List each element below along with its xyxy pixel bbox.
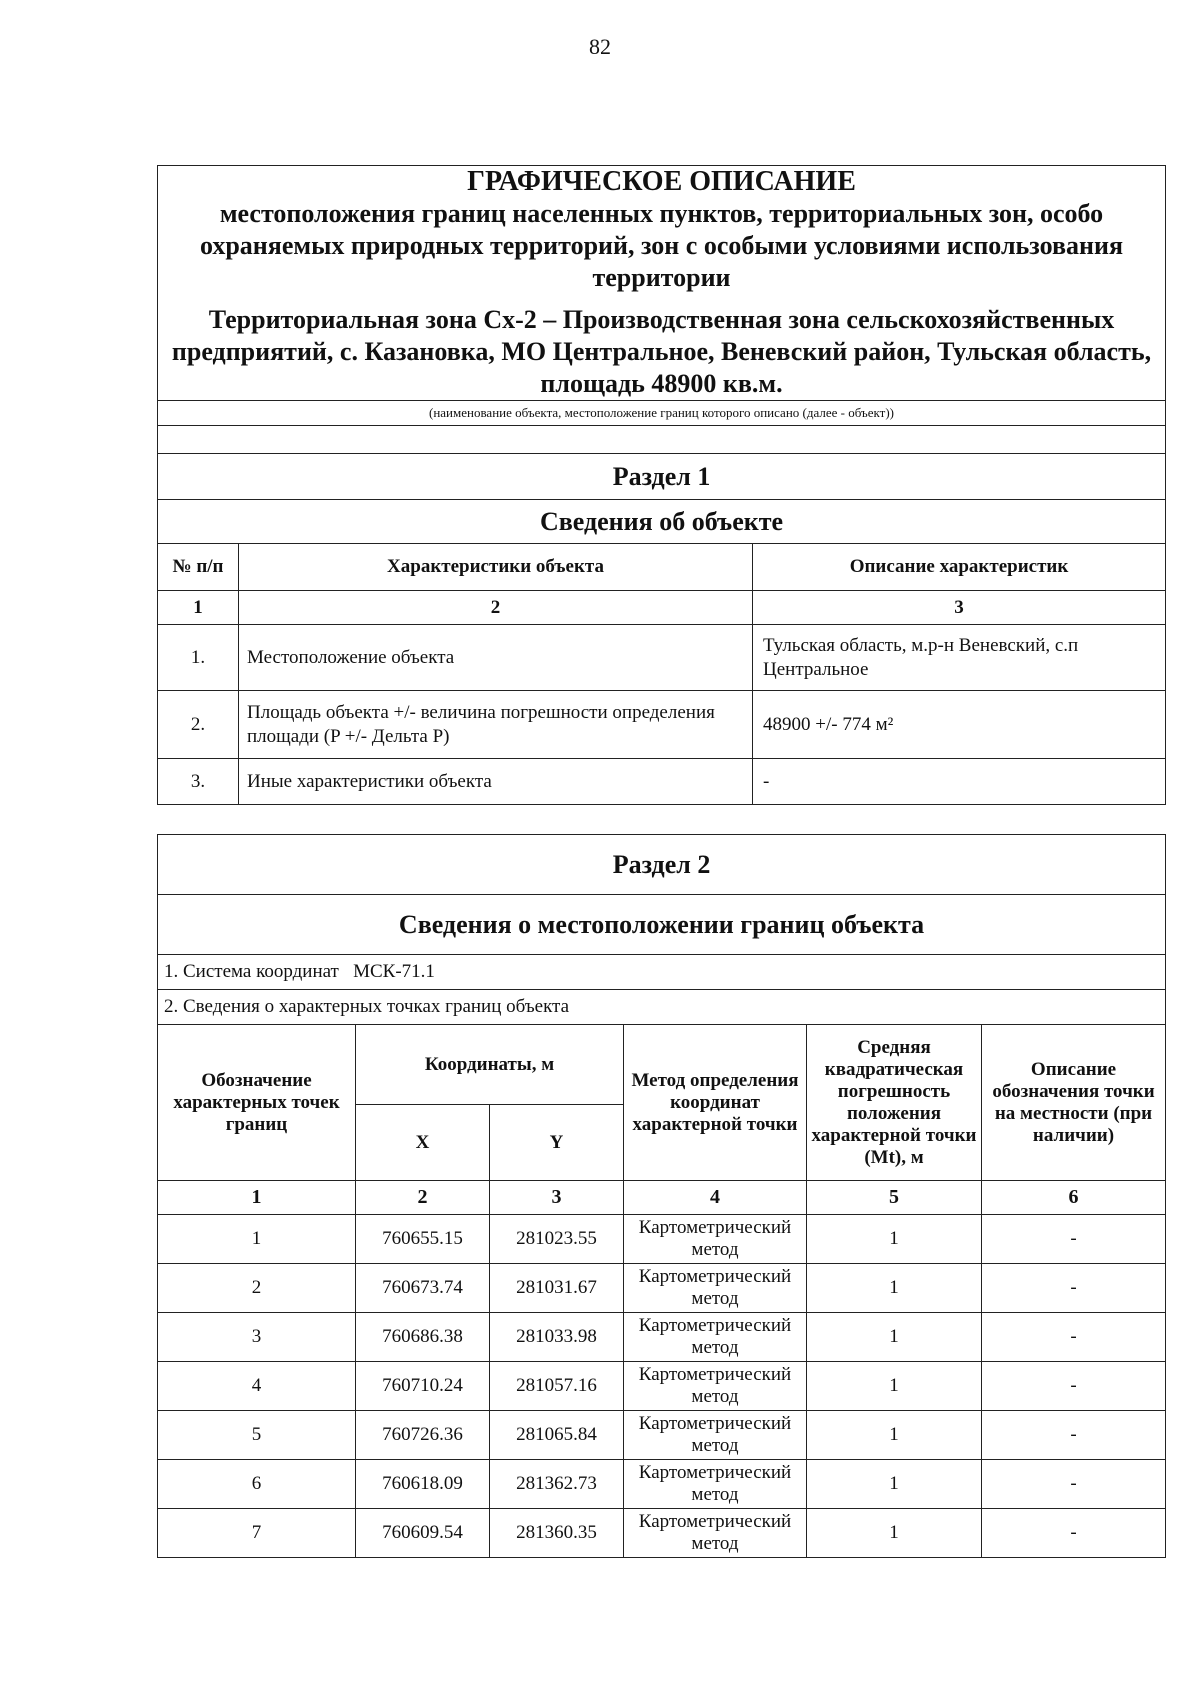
point-mt: 1 [807, 1264, 982, 1313]
point-x: 760726.36 [356, 1411, 490, 1460]
point-row [158, 1313, 1166, 1362]
table-row [158, 691, 1166, 759]
document-title: ГРАФИЧЕСКОЕ ОПИСАНИЕ [467, 166, 856, 197]
point-row [158, 1460, 1166, 1509]
point-y: 281057.16 [490, 1362, 624, 1411]
document-header [158, 166, 1166, 401]
point-row [158, 1215, 1166, 1264]
point-desc: - [982, 1215, 1166, 1264]
section1-table [157, 165, 1166, 805]
point-x: 760618.09 [356, 1460, 490, 1509]
point-row [158, 1509, 1166, 1558]
characteristic-name: Иные характеристики объекта [239, 759, 753, 805]
point-method: Картометрический метод [624, 1264, 807, 1313]
point-x: 760673.74 [356, 1264, 490, 1313]
point-id: 7 [158, 1509, 356, 1558]
column-header-coordinates: Координаты, м [356, 1025, 624, 1105]
point-id: 1 [158, 1215, 356, 1264]
point-y: 281360.35 [490, 1509, 624, 1558]
point-method: Картометрический метод [624, 1411, 807, 1460]
point-row [158, 1264, 1166, 1313]
column-number: 5 [807, 1181, 982, 1215]
point-desc: - [982, 1509, 1166, 1558]
characteristic-value: - [753, 759, 1166, 805]
point-mt: 1 [807, 1411, 982, 1460]
column-header-characteristics: Характеристики объекта [239, 544, 753, 591]
column-number: 2 [356, 1181, 490, 1215]
point-x: 760655.15 [356, 1215, 490, 1264]
row-number: 3. [158, 759, 239, 805]
point-y: 281031.67 [490, 1264, 624, 1313]
point-id: 5 [158, 1411, 356, 1460]
zone-description: Территориальная зона Сх-2 – Производственная зона сельскохозяйственных предприятий, с. Казановка, МО Центральное, Веневский район, Тульская область, площадь 48900 кв.м. [171, 305, 1152, 398]
table-row [158, 625, 1166, 691]
points-info: 2. Сведения о характерных точках границ объекта [158, 990, 1166, 1025]
characteristic-value: Тульская область, м.р-н Веневский, с.п Центральное [753, 625, 1166, 691]
point-y: 281362.73 [490, 1460, 624, 1509]
point-x: 760686.38 [356, 1313, 490, 1362]
column-number: 1 [158, 591, 239, 625]
point-id: 4 [158, 1362, 356, 1411]
point-method: Картометрический метод [624, 1460, 807, 1509]
point-row [158, 1411, 1166, 1460]
point-mt: 1 [807, 1362, 982, 1411]
point-method: Картометрический метод [624, 1362, 807, 1411]
point-id: 6 [158, 1460, 356, 1509]
blank-row [158, 426, 1166, 454]
row-number: 1. [158, 625, 239, 691]
point-x: 760710.24 [356, 1362, 490, 1411]
column-header-description: Описание характеристик [753, 544, 1166, 591]
point-desc: - [982, 1460, 1166, 1509]
column-header-x: X [356, 1105, 490, 1181]
column-number: 3 [753, 591, 1166, 625]
section2-title: Раздел 2 [158, 835, 1166, 895]
column-number: 6 [982, 1181, 1166, 1215]
point-mt: 1 [807, 1460, 982, 1509]
row-number: 2. [158, 691, 239, 759]
section1-subtitle: Сведения об объекте [158, 500, 1166, 544]
column-number: 3 [490, 1181, 624, 1215]
characteristic-name: Местоположение объекта [239, 625, 753, 691]
document-subtitle: местоположения границ населенных пунктов, территориальных зон, особо охраняемых природных территорий, зон с особыми условиями использования территории [199, 199, 1124, 292]
point-row [158, 1362, 1166, 1411]
point-desc: - [982, 1313, 1166, 1362]
column-header-designation: Обозначение характерных точек границ [158, 1025, 356, 1181]
column-header-point-description: Описание обозначения точки на местности (при наличии) [982, 1025, 1166, 1181]
point-y: 281065.84 [490, 1411, 624, 1460]
point-method: Картометрический метод [624, 1215, 807, 1264]
column-number: 1 [158, 1181, 356, 1215]
point-id: 2 [158, 1264, 356, 1313]
point-desc: - [982, 1362, 1166, 1411]
point-mt: 1 [807, 1509, 982, 1558]
point-mt: 1 [807, 1215, 982, 1264]
column-header-method: Метод определения координат характерной точки [624, 1025, 807, 1181]
column-number: 2 [239, 591, 753, 625]
point-x: 760609.54 [356, 1509, 490, 1558]
column-header-y: Y [490, 1105, 624, 1181]
table-row [158, 759, 1166, 805]
coordinate-system: 1. Система координат МСК-71.1 [158, 955, 1166, 990]
column-header-error: Средняя квадратическая погрешность положения характерной точки (Mt), м [807, 1025, 982, 1181]
point-y: 281023.55 [490, 1215, 624, 1264]
column-number: 4 [624, 1181, 807, 1215]
characteristic-value: 48900 +/- 774 м² [753, 691, 1166, 759]
characteristic-name: Площадь объекта +/- величина погрешности определения площади (P +/- Дельта P) [239, 691, 753, 759]
point-mt: 1 [807, 1313, 982, 1362]
point-desc: - [982, 1264, 1166, 1313]
page-number: 82 [589, 34, 611, 59]
section2-table [157, 834, 1166, 1558]
point-id: 3 [158, 1313, 356, 1362]
object-caption: (наименование объекта, местоположение границ которого описано (далее - объект)) [158, 401, 1166, 426]
point-method: Картометрический метод [624, 1509, 807, 1558]
point-desc: - [982, 1411, 1166, 1460]
point-y: 281033.98 [490, 1313, 624, 1362]
point-method: Картометрический метод [624, 1313, 807, 1362]
section1-title: Раздел 1 [158, 454, 1166, 500]
section2-subtitle: Сведения о местоположении границ объекта [158, 895, 1166, 955]
column-header-number: № п/п [158, 544, 239, 591]
